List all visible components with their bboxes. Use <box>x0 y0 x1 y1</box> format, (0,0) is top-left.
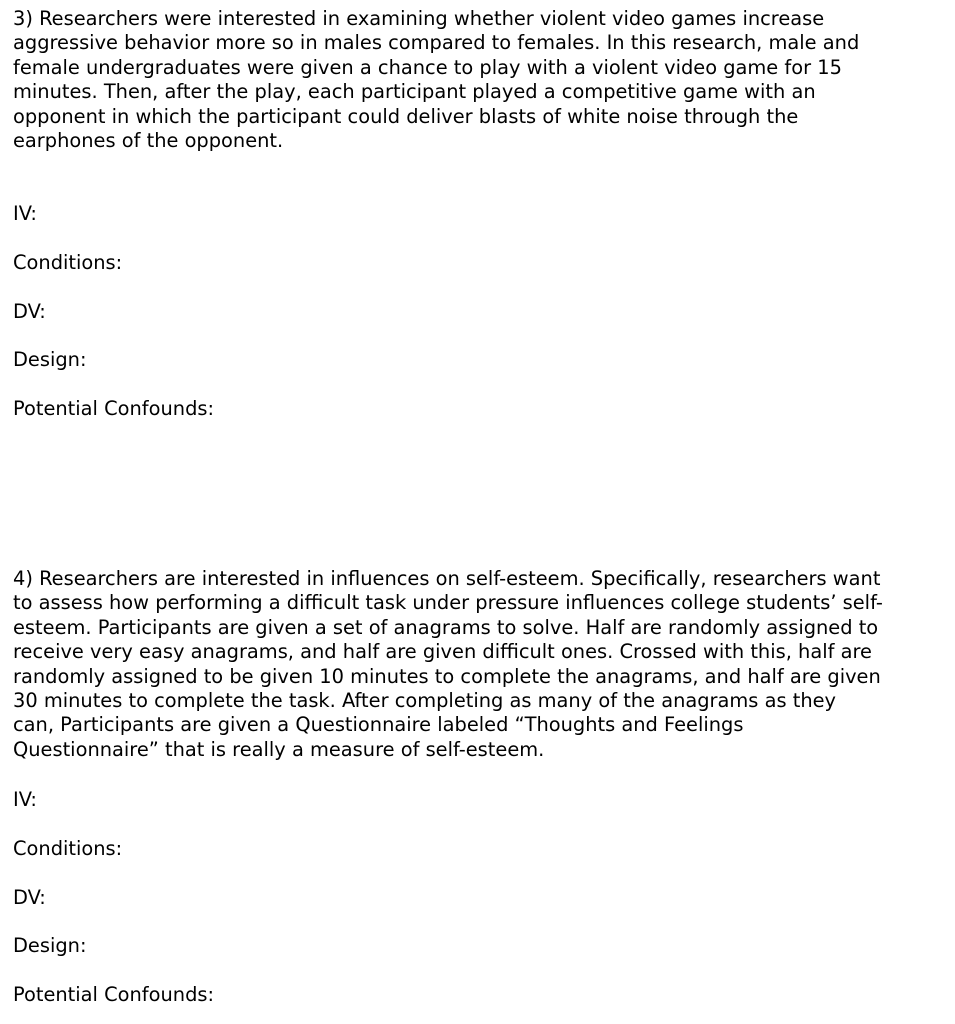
question-3-iv-label: IV: <box>13 202 37 225</box>
question-4-dv-label: DV: <box>13 886 46 909</box>
question-3-line: minutes. Then, after the play, each participant played a competitive game with an <box>13 80 816 104</box>
question-3-text <box>13 7 948 153</box>
question-3 <box>13 7 948 153</box>
question-4-conditions-label: Conditions: <box>13 837 123 860</box>
question-4-line: to assess how performing a difficult task under pressure influences college students’ self- <box>13 591 883 615</box>
question-4-line: 4) Researchers are interested in influences on self-esteem. Specifically, researchers want <box>13 567 881 590</box>
question-4-line: esteem. Participants are given a set of anagrams to solve. Half are randomly assigned to <box>13 615 879 639</box>
question-3-confounds-label: Potential Confounds: <box>13 397 215 420</box>
question-3-line: aggressive behavior more so in males compared to females. In this research, male and <box>13 31 860 55</box>
question-3-line: 3) Researchers were interested in examining whether violent video games increase <box>13 7 825 30</box>
question-4-line: 30 minutes to complete the task. After completing as many of the anagrams as they <box>13 689 837 713</box>
question-4-confounds-label: Potential Confounds: <box>13 983 215 1006</box>
question-3-conditions-label: Conditions: <box>13 251 123 274</box>
question-3-line: earphones of the opponent. <box>13 129 284 153</box>
question-4-line: receive very easy anagrams, and half are given difficult ones. Crossed with this, half are <box>13 640 872 664</box>
question-3-line: opponent in which the participant could deliver blasts of white noise through the <box>13 104 799 128</box>
question-3-design-label: Design: <box>13 348 87 371</box>
question-4-text <box>13 567 948 762</box>
question-4-line: can, Participants are given a Questionnaire labeled “Thoughts and Feelings <box>13 713 744 737</box>
question-4 <box>13 567 948 762</box>
question-3-dv-label: DV: <box>13 300 46 323</box>
question-4-line: Questionnaire” that is really a measure of self-esteem. <box>13 737 545 761</box>
question-4-iv-label: IV: <box>13 788 37 811</box>
question-4-line: randomly assigned to be given 10 minutes to complete the anagrams, and half are given <box>13 664 881 688</box>
question-3-line: female undergraduates were given a chance to play with a violent video game for 15 <box>13 55 842 79</box>
question-4-design-label: Design: <box>13 934 87 957</box>
